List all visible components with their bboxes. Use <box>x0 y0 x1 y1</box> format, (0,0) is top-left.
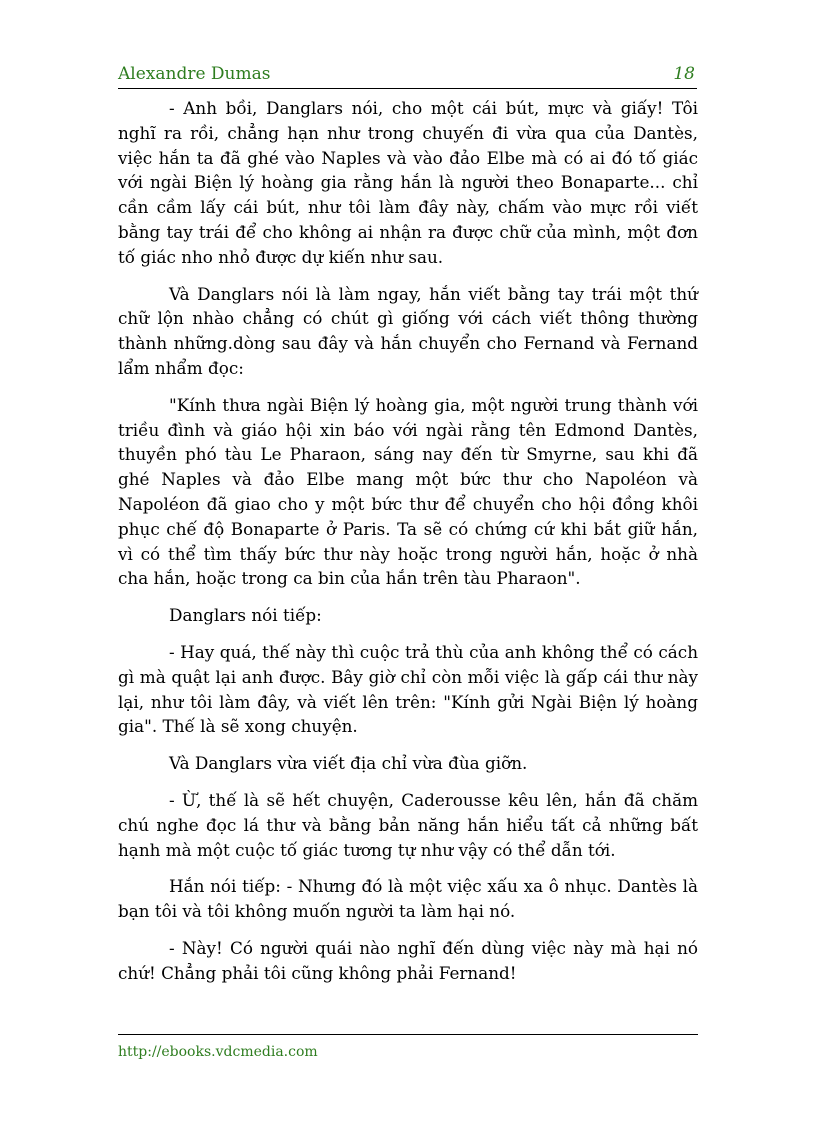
book-author: Alexandre Dumas <box>118 64 271 84</box>
paragraph: Danglars nói tiếp: <box>169 605 322 626</box>
page-header <box>118 62 697 89</box>
paragraph: "Kính thưa ngài Biện lý hoàng gia, một người trung thành với triều đình và giáo hội xin báo với ngài rằng tên Edmond Dantès, thuyền phó tàu Le Pharaon, sáng nay đến từ Smyrne, sau khi đã ghé Naples và đảo Elbe mang một bức thư cho Napoléon và Napoléon đã giao cho y một bức thư để chuyển cho hội đồng khôi phục chế độ Bonaparte ở Paris. Ta sẽ có chứng cứ khi bắt giữ hắn, vì có thể tìm thấy bức thư này hoặc trong người hắn, hoặc ở nhà cha hắn, hoặc trong ca bin của hắn trên tàu Pharaon". <box>118 394 698 589</box>
page-number: 18 <box>673 64 695 84</box>
paragraph: Và Danglars nói là làm ngay, hắn viết bằng tay trái một thứ chữ lộn nhào chẳng có chút gì giống với cách viết thông thường thành những.dòng sau đây và hắn chuyển cho Fernand và Fernand lẩm nhẩm đọc: <box>118 283 698 378</box>
page-body <box>118 96 698 998</box>
paragraph: Hắn nói tiếp: - Nhưng đó là một việc xấu xa ô nhục. Dantès là bạn tôi và tôi không muốn người ta làm hại nó. <box>118 876 698 922</box>
paragraph: - Hay quá, thế này thì cuộc trả thù của anh không thể có cách gì mà quật lại anh được. Bây giờ chỉ còn mỗi việc là gấp cái thư này lại, như tôi làm đây, và viết lên trên: "Kính gửi Ngài Biện lý hoàng gia". Thế là sẽ xong chuyện. <box>118 641 698 737</box>
paragraph: - Ừ, thế là sẽ hết chuyện, Caderousse kêu lên, hắn đã chăm chú nghe đọc lá thư và bằng bản năng hắn hiểu tất cả những bất hạnh mà một cuộc tố giác tương tự như vậy có thể dẫn tới. <box>118 789 698 860</box>
paragraph: - Anh bồi, Danglars nói, cho một cái bút, mực và giấy! Tôi nghĩ ra rồi, chẳng hạn như trong chuyến đi vừa qua của Dantès, việc hắn ta đã ghé vào Naples và vào đảo Elbe mà có ai đó tố giác với ngài Biện lý hoàng gia rằng hắn là người theo Bonaparte... chỉ cần cầm lấy cái bút, như tôi làm đây này, chấm vào mực rồi viết bằng tay trái để cho không ai nhận ra được chữ của mình, một đơn tố giác nho nhỏ được dự kiến như sau. <box>118 98 698 267</box>
paragraph: Và Danglars vừa viết địa chỉ vừa đùa giỡn. <box>169 753 528 774</box>
paragraph: - Này! Có người quái nào nghĩ đến dùng việc này mà hại nó chứ! Chẳng phải tôi cũng không phải Fernand! <box>118 937 698 983</box>
footer-link[interactable]: http://ebooks.vdcmedia.com <box>118 1044 318 1060</box>
footer-divider <box>118 1034 698 1035</box>
